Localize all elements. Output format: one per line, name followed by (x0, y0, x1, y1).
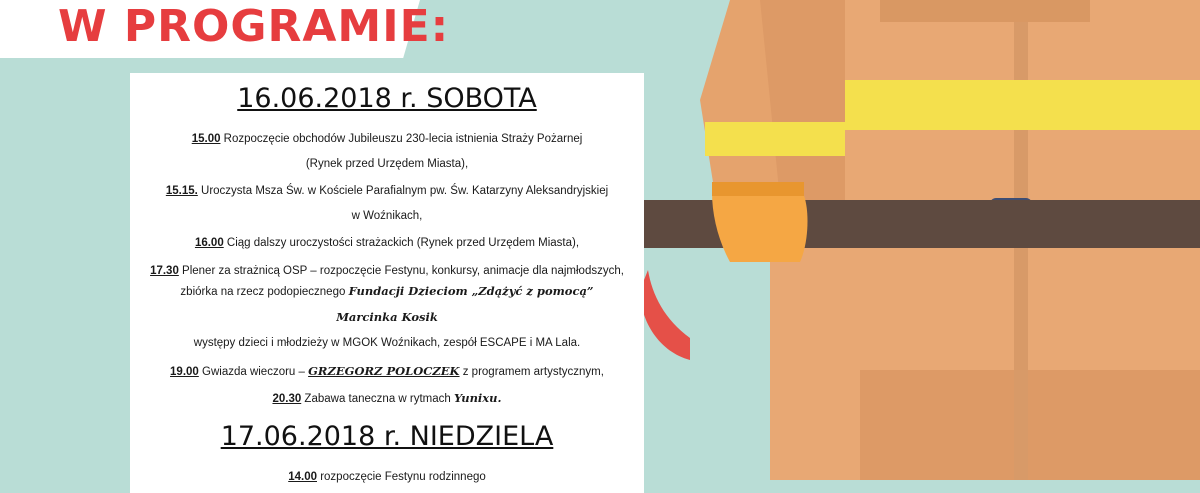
item-text: w Woźnikach, (351, 210, 423, 222)
day1-item-2 (130, 185, 644, 197)
day1-item-4-perf (130, 337, 644, 349)
reflective-stripe-arm (705, 122, 845, 156)
item-text: Rozpoczęcie obchodów Jubileuszu 230-lecia istnienia Straży Pożarnej (220, 133, 583, 145)
day1-item-1 (130, 133, 644, 145)
program-heading: W PROGRAMIE: (58, 1, 450, 52)
day2-title: 17.06.2018 r. NIEDZIELA (220, 421, 554, 452)
shoulder-strap (880, 0, 1090, 22)
item-text: Plener za strażnicą OSP – rozpoczęcie Festynu, konkursy, animacje dla najmłodszych, (178, 265, 624, 277)
item-text: występy dzieci i młodzieży w MGOK Woźnikach, zespół ESCAPE i MA Lala. (193, 337, 581, 349)
day1-item-2-cont (130, 210, 644, 222)
day1-item-4-name (130, 310, 644, 324)
day1-item-5 (130, 364, 644, 378)
reflective-stripe-body (845, 80, 1200, 130)
item-text: Uroczysta Msza Św. w Kościele Parafialnym pw. Św. Katarzyny Aleksandryjskiej (197, 185, 609, 197)
item-time: 20.30 (272, 393, 302, 405)
item-text: z programem artystycznym, (459, 366, 604, 378)
day1-item-6 (130, 391, 644, 405)
item-time: 15.15. (165, 185, 198, 197)
day1-item-1-cont (130, 158, 644, 170)
star-name: GRZEGORZ POLOCZEK (308, 364, 460, 378)
item-time: 19.00 (170, 366, 199, 378)
item-text: Gwiazda wieczoru – (198, 366, 309, 378)
program-panel (130, 73, 644, 493)
item-time: 15.00 (191, 133, 221, 145)
item-text: Ciąg dalszy uroczystości strażackich (Rynek przed Urzędem Miasta), (223, 237, 580, 249)
glove (712, 188, 808, 262)
item-time: 14.00 (288, 471, 317, 483)
item-text: rozpoczęcie Festynu rodzinnego (317, 471, 486, 483)
day1-item-4 (130, 265, 644, 277)
beneficiary-name: Marcinka Kosik (336, 310, 438, 324)
foundation-name: Fundacji Dzieciom „Zdążyć z pomocą” (348, 284, 594, 298)
item-time: 16.00 (194, 237, 224, 249)
day1-title: 16.06.2018 r. SOBOTA (237, 83, 537, 114)
band-name: Yunixu. (454, 391, 502, 405)
item-text: (Rynek przed Urzędem Miasta), (305, 158, 469, 170)
item-time: 17.30 (150, 265, 179, 277)
jacket-lower-panel (860, 370, 1200, 480)
item-text: Zabawa taneczna w rytmach (301, 393, 454, 405)
glove-cuff (712, 182, 804, 196)
item-text: zbiórka na rzecz podopiecznego (180, 286, 349, 298)
day1-item-3 (130, 237, 644, 249)
day2-item-1 (130, 471, 644, 483)
axe-head (640, 270, 690, 360)
day1-item-4-cont (130, 284, 644, 298)
